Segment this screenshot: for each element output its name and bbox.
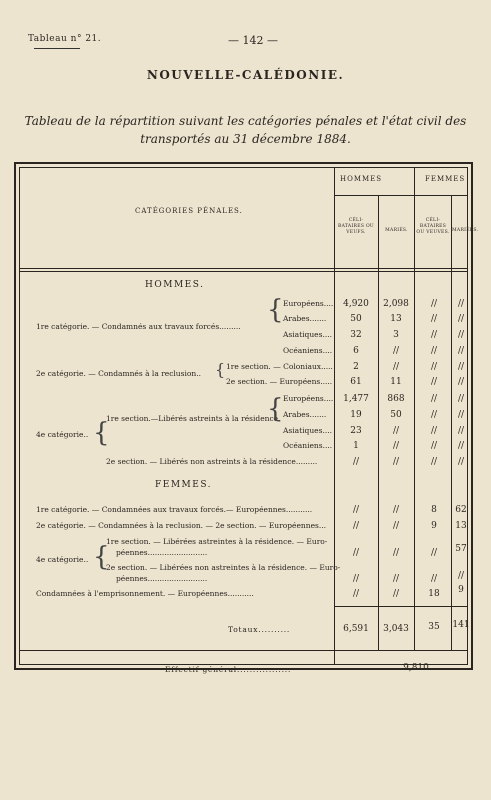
row-f-cat1: 1re catégorie. — Condamnées aux travaux forcés.— Européennes........... [36,505,313,514]
effectif-value: 9,810 [403,663,429,673]
header-rule [34,48,80,49]
col-header-maries: MARIÉS. [385,228,408,233]
cell: // [392,441,400,451]
cell: // [430,330,438,340]
cell: // [457,330,465,340]
cell: // [430,346,438,356]
origin-arabes-2: Arabes....... [283,410,327,419]
cell: // [430,457,438,467]
origin-europeens-2: 2e section. — Européens..... [226,377,333,386]
origin-oceaniens-2: Océaniens.... [283,441,333,450]
cell: 13 [455,521,467,531]
cell: // [457,441,465,451]
cell: 6 [353,346,359,356]
origin-asiatiques-2: Asiatiques.... [283,426,333,435]
cell: // [430,299,438,309]
cell: // [430,314,438,324]
cell: // [457,426,465,436]
origin-asiatiques: Asiatiques.... [283,330,333,339]
brace-cat2: { [215,360,226,379]
page-title: NOUVELLE-CALÉDONIE. [146,68,345,82]
cell: 2 [353,362,359,372]
section-hommes: HOMMES. [145,280,205,290]
cell: // [457,299,465,309]
total-cell: 3,043 [383,624,409,634]
row-effectif: Effectif général................. [165,665,292,674]
cell: 57 [455,544,467,554]
origin-europeens: Européens.... [283,299,334,308]
cell: 1 [353,441,359,451]
cell: 3 [393,330,399,340]
cell: // [392,362,400,372]
total-cell: 35 [428,622,440,632]
cell: // [352,457,360,467]
cell: 18 [428,589,440,599]
cell: // [430,362,438,372]
group-header-rule [334,195,468,196]
cell: // [392,521,400,531]
cell: // [352,548,360,558]
cell: // [392,589,400,599]
cell: 8 [431,505,437,515]
col-header-hommes: HOMMES [340,175,383,183]
col-header-celib-h: CÉLI-BATAIRES OU VEUFS. [337,218,375,235]
section-femmes: FEMMES. [155,480,213,490]
row-f-cat2: 2e catégorie. — Condamnées à la reclusion. — 2e section. — Européennes... [36,521,327,530]
row-f-cat4-s2b: péennes......................... [116,574,208,583]
origin-arabes: Arabes....... [283,314,327,323]
row-f-cat4: 4e catégorie.. [36,555,89,564]
col-header-femmes: FEMMES [425,175,466,183]
cell: 9 [431,521,437,531]
cell: 61 [350,377,362,387]
row-h-cat4: 4e catégorie.. [36,430,89,439]
cell: // [457,362,465,372]
row-f-emp: Condamnées à l'emprisonnement. — Européennes........... [36,589,254,598]
origin-europeens-3: Européens.... [283,394,334,403]
row-f-cat4-s2a: 2e section. — Libérées non astreintes à la résidence. — Euro- [106,563,341,572]
col-sep-1 [334,167,335,665]
row-f-cat4-s1b: péennes......................... [116,548,208,557]
cell: // [457,457,465,467]
total-cell: 6,591 [343,624,369,634]
origin-oceaniens: Océaniens.... [283,346,333,355]
cell: // [352,574,360,584]
cell: // [392,505,400,515]
cell: 4,920 [343,299,369,309]
cell: // [430,410,438,420]
cell: // [392,346,400,356]
cell: // [430,377,438,387]
brace-f-cat4: { [93,542,110,572]
row-h-cat4-s2: 2e section. — Libérés non astreints à la résidence......... [106,457,318,466]
cell: // [430,394,438,404]
page-number: — 142 — [228,34,278,47]
cell: // [392,548,400,558]
cell: // [392,426,400,436]
col-header-categories: CATÉGORIES PÉNALES. [135,207,243,215]
totals-bottom-rule [19,650,468,651]
cell: // [392,574,400,584]
col-header-mariees: MARIÉES. [452,228,479,233]
row-totaux: Totaux.......... [228,625,291,634]
origin-coloniaux: 1re section. — Coloniaux..... [226,362,333,371]
cell: // [430,426,438,436]
cell: 50 [390,410,402,420]
cell: // [352,589,360,599]
page-subtitle: Tableau de la répartition suivant les catégories pénales et l'état civil des transportés au 31 décembre 1884. [24,114,467,146]
brace-cat1: { [267,295,284,325]
cell: // [457,571,465,581]
cell: 50 [350,314,362,324]
cell: // [352,505,360,515]
cell: 32 [350,330,362,340]
totals-top-rule [334,606,468,607]
cell: 1,477 [343,394,369,404]
cell: // [457,377,465,387]
brace-cat4-s1: { [267,394,284,424]
brace-cat4: { [93,418,110,448]
header-bottom-rule-2 [19,271,468,272]
row-h-cat1: 1re catégorie. — Condamnés aux travaux forcés......... [36,322,241,331]
cell: 11 [390,377,402,387]
cell: 9 [458,585,464,595]
cell: // [457,410,465,420]
row-h-cat2: 2e catégorie. — Condamnés à la reclusion.. [36,369,202,378]
cell: // [430,548,438,558]
cell: // [392,457,400,467]
cell: // [457,346,465,356]
total-cell: 141 [452,620,470,630]
cell: // [457,394,465,404]
cell: 13 [390,314,402,324]
header-bottom-rule [19,268,468,269]
cell: // [430,441,438,451]
cell: 23 [350,426,362,436]
cell: // [430,574,438,584]
row-h-cat4-s1: 1re section.—Libérés astreints à la résidence. [106,414,281,423]
cell: 2,098 [383,299,409,309]
row-f-cat4-s1a: 1re section. — Libérées astreintes à la résidence. — Euro- [106,537,328,546]
cell: 62 [455,505,467,515]
table-number: Tableau n° 21. [28,34,102,44]
cell: // [457,314,465,324]
col-header-celib-f: CÉLI-BATAIRES OU VEUVES. [416,218,450,235]
cell: 19 [350,410,362,420]
cell: // [352,521,360,531]
cell: 868 [387,394,405,404]
